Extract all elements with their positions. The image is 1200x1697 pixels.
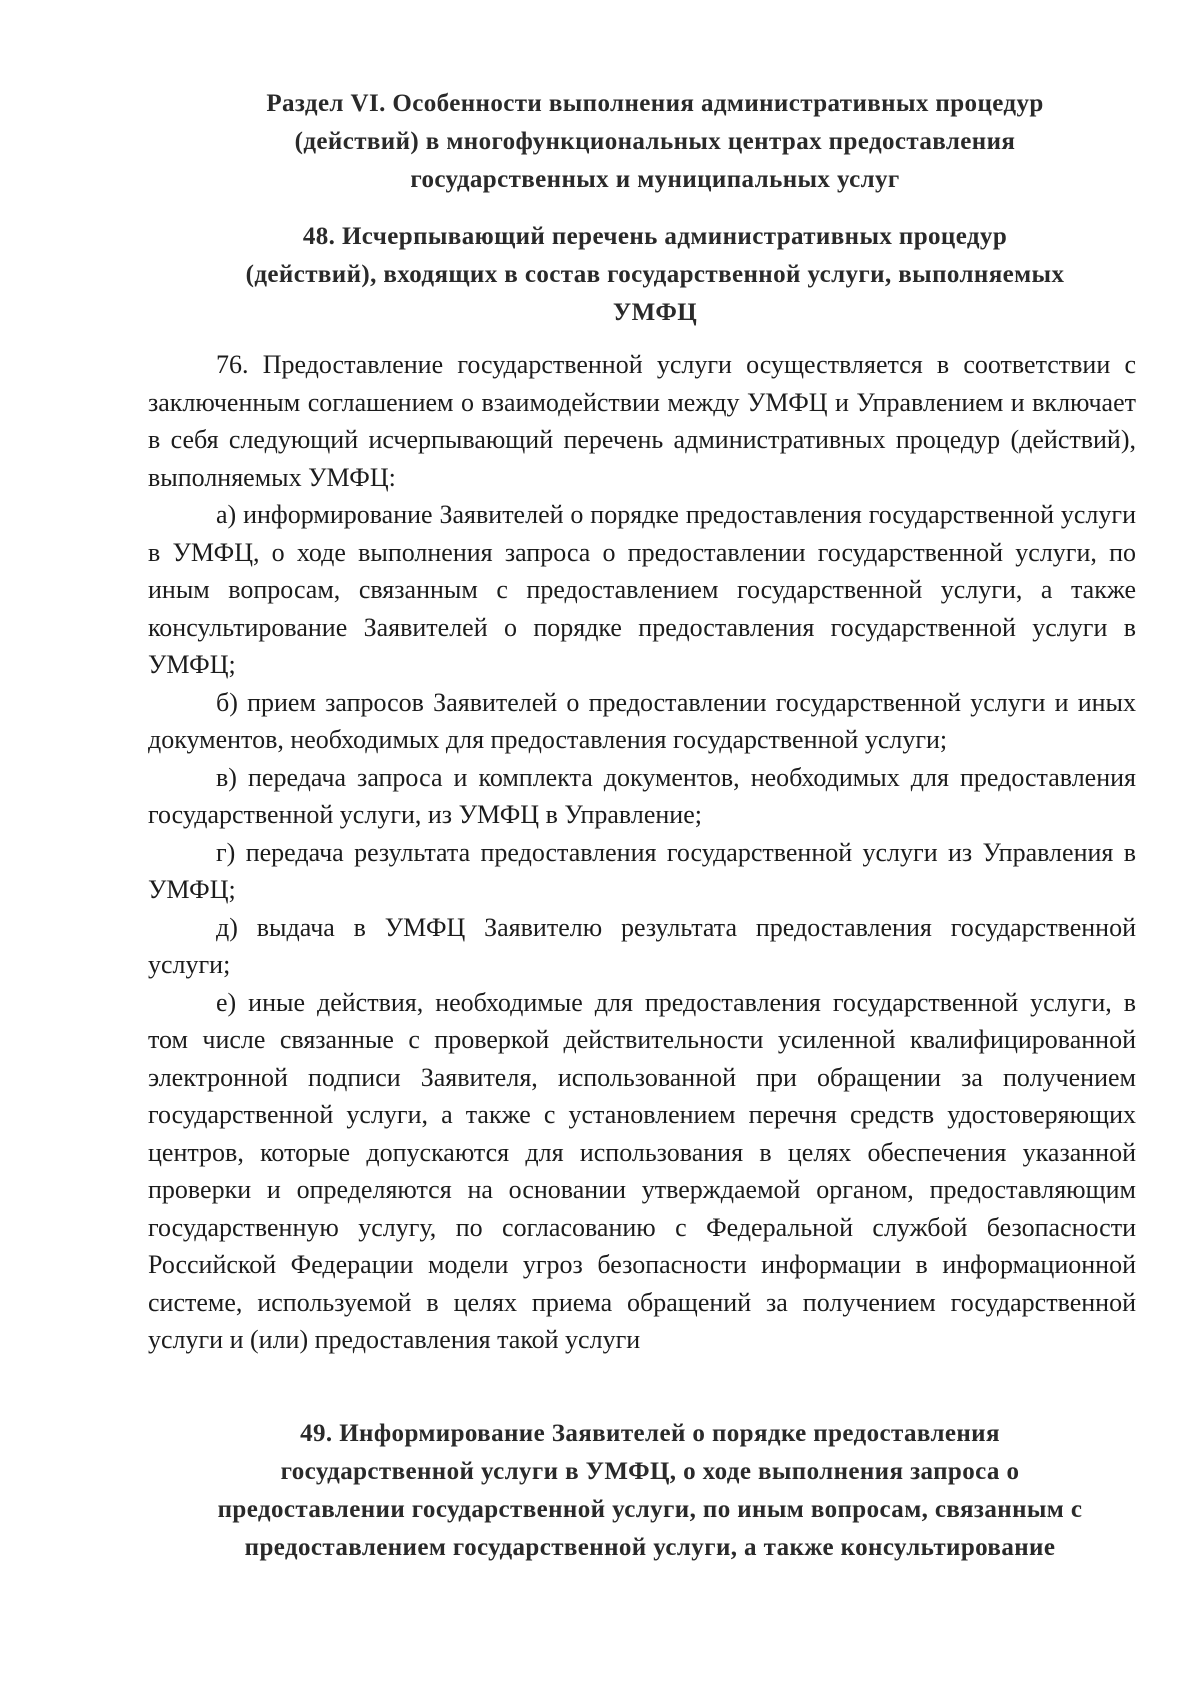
subsection-heading-49 [130,1415,1170,1567]
subsection-heading-line: предоставлении государственной услуги, по иным вопросам, связанным с [217,1496,1083,1523]
section-heading-line: государственных и муниципальных услуг [410,166,900,193]
list-item-v: в) передача запроса и комплекта документов, необходимых для предоставления государственной услуги, из УМФЦ в Управление; [148,762,1136,829]
paragraph-76-block [148,346,1136,1359]
list-item-g: г) передача результата предоставления государственной услуги из Управления в УМФЦ; [148,837,1136,904]
paragraph-76: 76. Предоставление государственной услуги осуществляется в соответствии с заключенным соглашением о взаимодействии между УМФЦ и Управлением и включает в себя следующий исчерпывающий перечень административных процедур (действий), выполняемых УМФЦ: [148,350,1136,492]
list-item-b: б) прием запросов Заявителей о предоставлении государственной услуги и иных документов, необходимых для предоставления государственной услуги; [148,687,1136,754]
subsection-heading-line: (действий), входящих в состав государственной услуги, выполняемых [245,261,1065,288]
list-item-d: д) выдача в УМФЦ Заявителю результата предоставления государственной услуги; [148,912,1136,979]
section-heading-line: (действий) в многофункциональных центрах предоставления [294,128,1016,155]
subsection-heading-line: предоставлением государственной услуги, а также консультирование [244,1534,1056,1561]
subsection-heading-line: 48. Исчерпывающий перечень административных процедур [302,223,1008,250]
subsection-heading-line: 49. Информирование Заявителей о порядке предоставления [300,1420,1000,1447]
subsection-heading-line: УМФЦ [612,299,698,326]
list-item-a: а) информирование Заявителей о порядке предоставления государственной услуги в УМФЦ, о ходе выполнения запроса о предоставлении государственной услуги, по иным вопросам, связанным с предоставлением государственной услуги, а также консультирование Заявителей о порядке предоставления государственной услуги в УМФЦ; [148,500,1136,679]
section-heading [150,85,1160,199]
section-heading-line: Раздел VI. Особенности выполнения административных процедур [266,90,1044,117]
subsection-heading-48 [150,218,1160,332]
subsection-heading-line: государственной услуги в УМФЦ, о ходе выполнения запроса о [280,1458,1020,1485]
list-item-e: е) иные действия, необходимые для предоставления государственной услуги, в том числе связанные с проверкой действительности усиленной квалифицированной электронной подписи Заявителя, использованной при обращении за получением государственной услуги, а также с установлением перечня средств удостоверяющих центров, которые допускаются для использования в целях обеспечения указанной проверки и определяются на основании утверждаемой органом, предоставляющим государственную услугу, по согласованию с Федеральной службой безопасности Российской Федерации модели угроз безопасности информации в информационной системе, используемой в целях приема обращений за получением государственной услуги и (или) предоставления такой услуги [148,987,1136,1354]
